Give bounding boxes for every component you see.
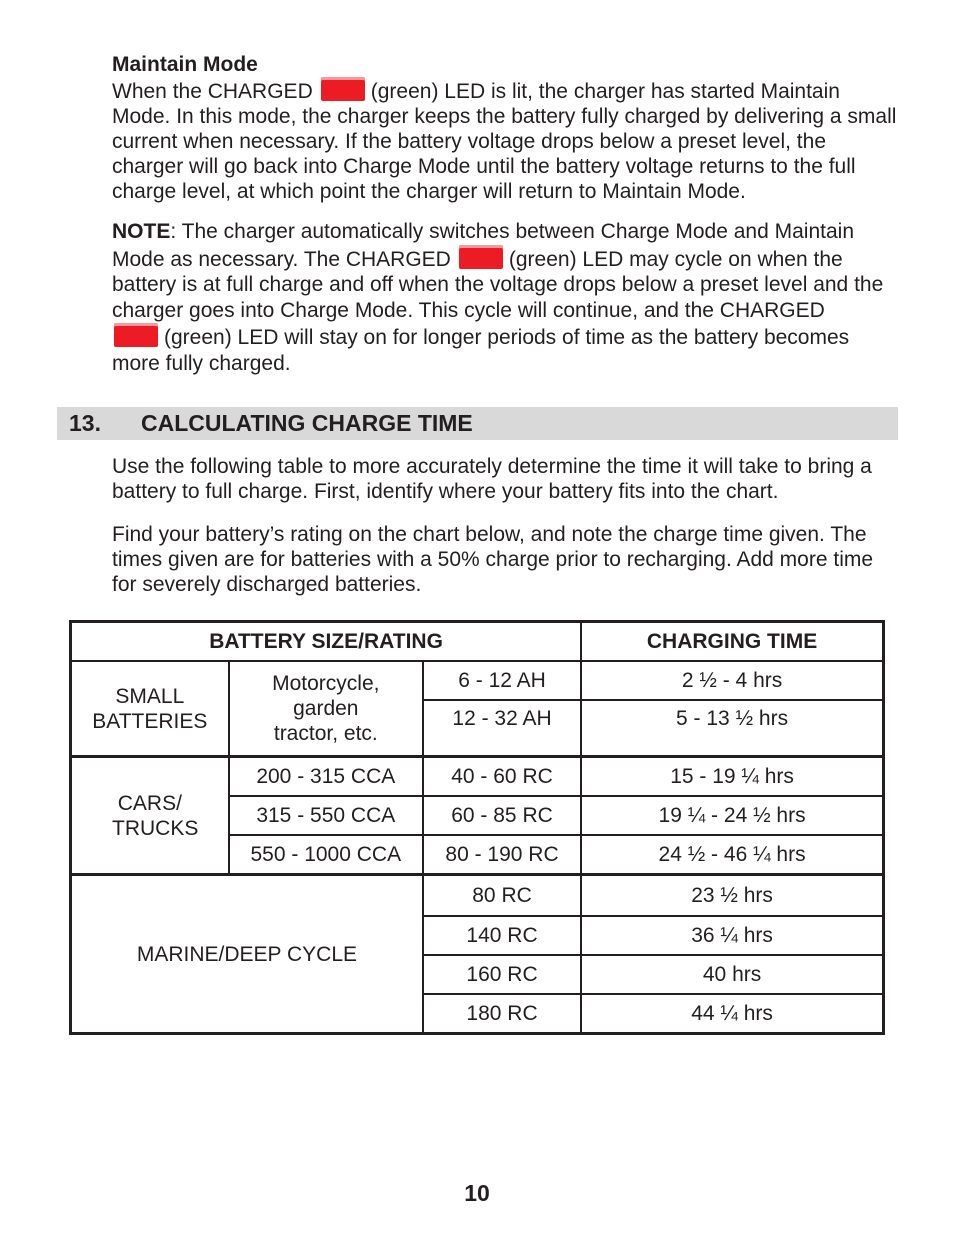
group-cars-trucks: CARS/ TRUCKS <box>71 757 229 875</box>
charged-led-icon <box>459 245 503 269</box>
note-label: NOTE <box>112 220 171 243</box>
table-row <box>71 875 884 917</box>
section-number: 13. <box>69 410 101 436</box>
time-cell: 23 ½ hrs <box>581 875 883 917</box>
time-cell: 5 - 13 ½ hrs <box>581 700 883 757</box>
time-cell: 44 ¼ hrs <box>581 994 883 1034</box>
group-marine-deep-cycle: MARINE/DEEP CYCLE <box>71 875 423 1034</box>
rc-cell: 80 RC <box>423 875 581 917</box>
section-heading-bar <box>57 407 898 440</box>
table-row <box>71 661 884 700</box>
table-row <box>71 757 884 797</box>
rc-cell: 140 RC <box>423 916 581 955</box>
cca-cell: 200 - 315 CCA <box>229 757 423 797</box>
rating-cell: 12 - 32 AH <box>423 700 581 757</box>
maintain-mode-heading: Maintain Mode <box>112 53 258 76</box>
maintain-text-before-led: When the CHARGED <box>112 80 313 103</box>
time-cell: 40 hrs <box>581 955 883 994</box>
time-cell: 2 ½ - 4 hrs <box>581 661 883 700</box>
charge-time-table <box>69 620 885 1035</box>
intro-paragraph: Use the following table to more accurately determine the time it will take to bring a battery to full charge. First, identify where your battery fits into the chart. <box>112 455 872 503</box>
small-battery-type: Motorcycle, garden tractor, etc. <box>229 661 423 757</box>
note-text-2: (green) LED may cycle on when the battery is at full charge and off when the voltage drops below a preset level and the charger goes into Charge Mode. This cycle will continue, and the CHARGED <box>112 247 884 322</box>
charged-led-icon <box>321 77 365 101</box>
note-text-1: : The charger automatically switches between Charge Mode and Maintain Mode as necessary. The CHARGED <box>112 220 854 271</box>
cca-cell: 315 - 550 CCA <box>229 796 423 835</box>
find-rating-paragraph: Find your battery’s rating on the chart below, and note the charge time given. The times given are for batteries with a 50% charge prior to recharging. Add more time for severely discharged batteries. <box>112 523 874 596</box>
note-text-3: (green) LED will stay on for longer periods of time as the battery becomes more fully charged. <box>112 326 850 375</box>
maintain-mode-paragraph <box>112 52 902 204</box>
rc-cell: 180 RC <box>423 994 581 1034</box>
maintain-text-after-led: (green) LED is lit, the charger has started Maintain Mode. In this mode, the charger keeps the battery fully charged by delivering a small current when necessary. If the battery voltage drops below a preset level, the charger will go back into Charge Mode until the battery voltage returns to the full charge level, at which point the charger will return to Maintain Mode. <box>112 80 897 203</box>
rating-cell: 6 - 12 AH <box>423 661 581 700</box>
cca-cell: 550 - 1000 CCA <box>229 835 423 875</box>
time-cell: 19 ¼ - 24 ½ hrs <box>581 796 883 835</box>
charged-led-icon <box>114 323 158 347</box>
table-header-row <box>71 622 884 662</box>
group-small-batteries: SMALL BATTERIES <box>71 661 229 757</box>
page-number: 10 <box>464 1180 490 1206</box>
header-charging-time: CHARGING TIME <box>581 622 883 662</box>
section-title: CALCULATING CHARGE TIME <box>141 410 473 436</box>
rc-cell: 60 - 85 RC <box>423 796 581 835</box>
time-cell: 36 ¼ hrs <box>581 916 883 955</box>
rc-cell: 80 - 190 RC <box>423 835 581 875</box>
rc-cell: 40 - 60 RC <box>423 757 581 797</box>
time-cell: 24 ½ - 46 ¼ hrs <box>581 835 883 875</box>
note-paragraph <box>112 219 902 376</box>
header-battery-size: BATTERY SIZE/RATING <box>71 622 582 662</box>
time-cell: 15 - 19 ¼ hrs <box>581 757 883 797</box>
rc-cell: 160 RC <box>423 955 581 994</box>
